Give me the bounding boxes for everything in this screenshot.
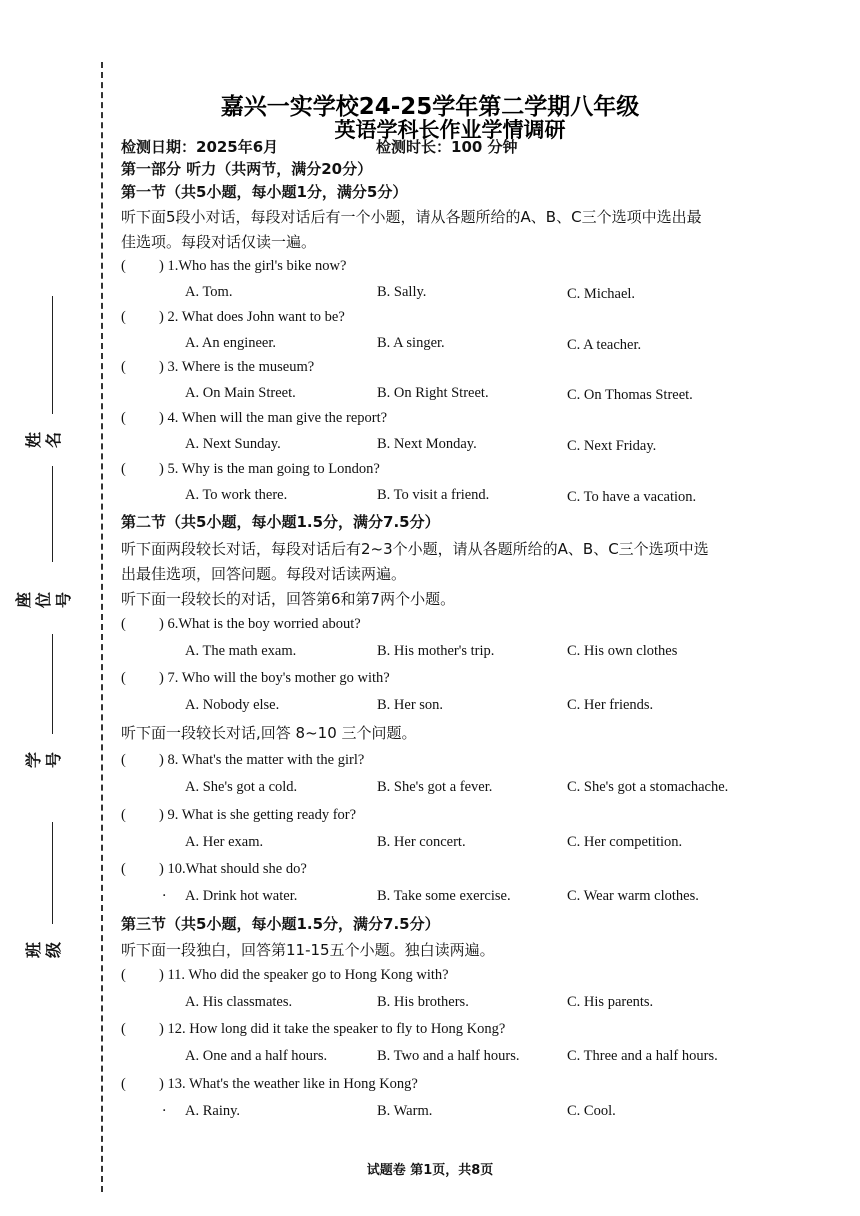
section3-heading: 第三节（共5小题，每小题1.5分，满分7.5分） — [121, 915, 440, 933]
q11-option-a: A. His classmates. — [185, 994, 293, 1010]
q8-option-a: A. She's got a cold. — [185, 779, 298, 795]
question-2: ( ) 2. What does John want to be? — [121, 309, 345, 325]
seat-label: 座位号 — [14, 591, 73, 608]
exam-duration: 检测时长：100 分钟 — [376, 138, 518, 156]
question-5: ( ) 5. Why is the man going to London? — [121, 461, 380, 477]
q9-option-b: B. Her concert. — [377, 834, 466, 850]
q7-option-c: C. Her friends. — [567, 697, 654, 713]
stray-mark: · — [162, 888, 167, 904]
class-blank — [52, 822, 53, 924]
q13-option-c: C. Cool. — [567, 1103, 616, 1119]
q10-option-b: B. Take some exercise. — [377, 888, 511, 904]
q3-option-a: A. On Main Street. — [185, 385, 296, 401]
q1-option-c: C. Michael. — [567, 286, 636, 302]
student-no-label: 学号 — [24, 751, 63, 768]
seat-blank — [52, 466, 53, 562]
q12-option-c: C. Three and a half hours. — [567, 1048, 718, 1064]
page-footer: 试题卷 第1页，共8页 — [366, 1163, 494, 1178]
class-label: 班级 — [24, 941, 63, 958]
q1-option-b: B. Sally. — [377, 284, 427, 300]
question-1: ( ) 1.Who has the girl's bike now? — [121, 258, 347, 274]
q4-option-a: A. Next Sunday. — [185, 436, 281, 452]
q6-option-b: B. His mother's trip. — [377, 643, 495, 659]
section2-instructions-line2: 出最佳选项，回答问题。每段对话读两遍。 — [121, 565, 407, 583]
section2-heading: 第二节（共5小题，每小题1.5分，满分7.5分） — [121, 513, 440, 531]
section3-instructions-line1: 听下面一段独白，回答第11-15五个小题。独白读两遍。 — [121, 941, 495, 959]
q11-option-c: C. His parents. — [567, 994, 654, 1010]
q8-option-b: B. She's got a fever. — [377, 779, 493, 795]
q7-option-a: A. Nobody else. — [185, 697, 280, 713]
stray-mark: · — [162, 1103, 167, 1119]
binding-dashed-line — [101, 62, 103, 1192]
q5-option-b: B. To visit a friend. — [377, 487, 490, 503]
q3-option-b: B. On Right Street. — [377, 385, 489, 401]
question-13: ( ) 13. What's the weather like in Hong Kong? — [121, 1076, 418, 1092]
question-4: ( ) 4. When will the man give the report? — [121, 410, 388, 426]
q2-option-b: B. A singer. — [377, 335, 445, 351]
part1-heading: 第一部分 听力（共两节，满分20分） — [121, 160, 373, 178]
question-12: ( ) 12. How long did it take the speaker to fly to Hong Kong? — [121, 1021, 506, 1037]
q4-option-b: B. Next Monday. — [377, 436, 477, 452]
question-10: ( ) 10.What should she do? — [121, 861, 307, 877]
q5-option-a: A. To work there. — [185, 487, 288, 503]
section1-heading: 第一节（共5小题，每小题1分，满分5分） — [121, 183, 408, 201]
question-8: ( ) 8. What's the matter with the girl? — [121, 752, 365, 768]
q8-option-c: C. She's got a stomachache. — [567, 779, 729, 795]
binding-margin — [0, 0, 100, 1216]
q12-option-b: B. Two and a half hours. — [377, 1048, 520, 1064]
section2-instructions-line1: 听下面两段较长对话，每段对话后有2~3个小题，请从各题所给的A、B、C三个选项中选 — [121, 540, 709, 558]
q1-option-a: A. Tom. — [185, 284, 233, 300]
student-no-blank — [52, 634, 53, 734]
q5-option-c: C. To have a vacation. — [567, 489, 697, 505]
question-6: ( ) 6.What is the boy worried about? — [121, 616, 361, 632]
dialog2-intro: 听下面一段较长对话,回答 8~10 三个问题。 — [121, 724, 417, 742]
q13-option-b: B. Warm. — [377, 1103, 433, 1119]
section1-instructions-line1: 听下面5段小对话，每段对话后有一个小题，请从各题所给的A、B、C三个选项中选出最 — [121, 208, 702, 226]
q7-option-b: B. Her son. — [377, 697, 444, 713]
question-3: ( ) 3. Where is the museum? — [121, 359, 315, 375]
q10-option-c: C. Wear warm clothes. — [567, 888, 699, 904]
q13-option-a: A. Rainy. — [185, 1103, 241, 1119]
page-subtitle: 英语学科长作业学情调研 — [334, 118, 566, 142]
question-7: ( ) 7. Who will the boy's mother go with? — [121, 670, 390, 686]
page-title: 嘉兴一实学校24-25学年第二学期八年级 — [220, 94, 640, 120]
q2-option-a: A. An engineer. — [185, 335, 277, 351]
q3-option-c: C. On Thomas Street. — [567, 387, 693, 403]
q6-option-c: C. His own clothes — [567, 643, 678, 659]
q9-option-c: C. Her competition. — [567, 834, 683, 850]
dialog1-intro: 听下面一段较长的对话，回答第6和第7两个小题。 — [121, 590, 456, 608]
q2-option-c: C. A teacher. — [567, 337, 642, 353]
section1-instructions-line2: 佳选项。每段对话仅读一遍。 — [121, 233, 317, 251]
q10-option-a: A. Drink hot water. — [185, 888, 298, 904]
q12-option-a: A. One and a half hours. — [185, 1048, 328, 1064]
q11-option-b: B. His brothers. — [377, 994, 469, 1010]
q6-option-a: A. The math exam. — [185, 643, 297, 659]
question-9: ( ) 9. What is she getting ready for? — [121, 807, 357, 823]
name-blank — [52, 296, 53, 414]
exam-date: 检测日期：2025年6月 — [121, 138, 279, 156]
q9-option-a: A. Her exam. — [185, 834, 264, 850]
q4-option-c: C. Next Friday. — [567, 438, 657, 454]
name-label: 姓名 — [24, 431, 63, 448]
question-11: ( ) 11. Who did the speaker go to Hong Kong with? — [121, 967, 449, 983]
